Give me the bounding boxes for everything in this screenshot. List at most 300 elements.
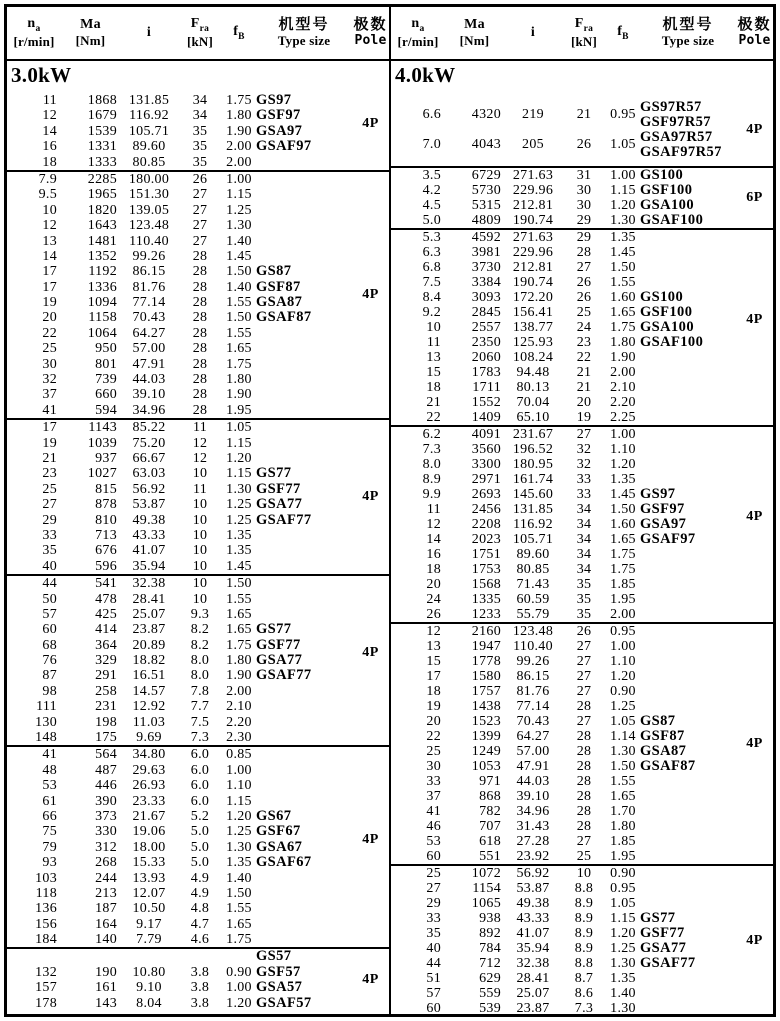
- type-size-label: GSAF100: [640, 212, 704, 228]
- table-cell: 231.67: [512, 427, 554, 442]
- table-cell: 11: [42, 93, 57, 108]
- table-cell: 116.92: [129, 108, 169, 124]
- table-cell: 23: [576, 335, 592, 350]
- table-cell: 61: [42, 793, 57, 809]
- header-i: [504, 25, 562, 41]
- table-cell: 6.6: [422, 107, 441, 122]
- type-size-label: GSF57: [256, 963, 301, 980]
- table-cell: 7.79: [136, 932, 162, 948]
- table-cell: 41: [426, 804, 441, 819]
- type-size-label: GSAF100: [640, 334, 704, 350]
- table-cell: 19: [42, 435, 57, 451]
- table-cell: 19: [42, 295, 57, 311]
- table-cell: 1.25: [226, 497, 252, 513]
- table-cell: 1947: [471, 639, 501, 654]
- type-size-label: GSF77: [256, 480, 301, 497]
- table-cell: 27: [42, 497, 57, 513]
- table-cell: 53: [42, 778, 57, 794]
- table-cell: 35: [576, 592, 592, 607]
- table-cell: 57.00: [516, 744, 550, 759]
- table-cell: 28: [576, 744, 592, 759]
- table-cell: 57: [426, 986, 441, 1001]
- table-cell: 6.2: [422, 427, 441, 442]
- table-cell: 47.91: [516, 759, 550, 774]
- table-cell: 8.9: [574, 941, 594, 956]
- table-cell: 18: [426, 562, 441, 577]
- table-cell: 1331: [87, 139, 117, 155]
- table-cell: 87: [42, 668, 57, 684]
- header-pole-symbol: 极数: [737, 16, 772, 33]
- table-cell: 425: [95, 606, 117, 622]
- table-cell: 9.2: [422, 305, 441, 320]
- table-cell: 28.41: [516, 971, 550, 986]
- type-size-label: GSF100: [640, 304, 693, 320]
- table-cell: 1.85: [610, 834, 636, 849]
- header-fra: [178, 16, 222, 50]
- table-cell: 28: [192, 402, 208, 418]
- table-cell: 66: [42, 808, 57, 824]
- table-cell: 20.89: [132, 637, 166, 653]
- table-cell: 53.87: [132, 497, 166, 513]
- table-cell: 13: [426, 639, 441, 654]
- type-size-label: GSAF77: [256, 511, 312, 528]
- table-cell: 1.25: [610, 941, 636, 956]
- table-cell: 35: [576, 607, 592, 622]
- table-cell: 60: [42, 622, 57, 638]
- table-cell: 10: [192, 591, 208, 607]
- header-pole-unit: Pole: [354, 33, 387, 49]
- table-cell: 229.96: [512, 245, 554, 260]
- type-size-label: GS67: [256, 807, 292, 824]
- table-cell: 1.50: [610, 502, 636, 517]
- table-cell: 34: [192, 108, 208, 124]
- table-cell: 12.92: [132, 699, 166, 715]
- type-size-label: GSF67: [256, 823, 301, 840]
- table-cell: 24: [576, 320, 592, 335]
- table-cell: 111: [36, 699, 57, 715]
- table-cell: 1.25: [226, 202, 252, 218]
- table-cell: 1523: [471, 714, 501, 729]
- table-cell: 1.65: [226, 622, 252, 638]
- header-fb: [606, 24, 640, 43]
- table-cell: 31: [576, 168, 592, 183]
- header-ma-unit: [Nm]: [75, 32, 106, 48]
- table-cell: 29.63: [132, 762, 166, 778]
- table-cell: 70.43: [132, 310, 166, 326]
- table-cell: 34: [576, 532, 592, 547]
- table-cell: 19: [576, 410, 592, 425]
- table-cell: 44: [42, 576, 57, 592]
- table-cell: 212.81: [512, 198, 554, 213]
- table-cell: 24: [426, 592, 441, 607]
- table-cell: 65.10: [516, 410, 550, 425]
- table-cell: 28: [192, 341, 208, 357]
- table-cell: 258: [95, 683, 117, 699]
- pole-label: 4P: [746, 312, 763, 327]
- table-cell: 27.28: [516, 834, 550, 849]
- table-cell: 63.03: [132, 466, 166, 482]
- table-cell: 868: [479, 789, 501, 804]
- table-cell: 27: [576, 654, 592, 669]
- type-size-label: GSA87: [640, 743, 687, 759]
- table-cell: 2.10: [610, 380, 636, 395]
- table-cell: 219: [522, 107, 544, 122]
- pole-label: 4P: [362, 115, 379, 131]
- table-cell: 1027: [87, 466, 117, 482]
- table-cell: 39.10: [132, 387, 166, 403]
- table-cell: 64.27: [132, 325, 166, 341]
- table-cell: 21: [576, 365, 592, 380]
- spec-block: [391, 228, 773, 425]
- table-cell: 2845: [471, 305, 501, 320]
- table-cell: 229.96: [512, 183, 554, 198]
- type-size-label: GSAF97: [256, 138, 312, 155]
- table-cell: 390: [95, 793, 117, 809]
- table-cell: 1.50: [226, 310, 252, 326]
- table-cell: 66.67: [132, 450, 166, 466]
- table-cell: 27: [426, 881, 441, 896]
- table-cell: 8.4: [422, 290, 441, 305]
- type-size-label: GSA97R57: [640, 129, 713, 145]
- table-cell: 1753: [471, 562, 501, 577]
- table-cell: 1.50: [610, 260, 636, 275]
- table-cell: 56.92: [516, 866, 550, 881]
- type-size-label: GS87: [256, 263, 292, 280]
- spec-block: [7, 93, 389, 170]
- table-cell: 33: [576, 487, 592, 502]
- table-cell: 1065: [471, 896, 501, 911]
- table-cell: 190.74: [512, 213, 554, 228]
- table-cell: 2.20: [226, 714, 252, 730]
- table-cell: 660: [95, 387, 117, 403]
- table-cell: 1778: [471, 654, 501, 669]
- table-cell: 707: [479, 819, 501, 834]
- table-cell: 80.85: [132, 154, 166, 170]
- table-cell: 1.20: [226, 450, 252, 466]
- table-cell: 70.04: [516, 395, 550, 410]
- table-cell: 1.00: [226, 171, 252, 187]
- table-cell: 3981: [471, 245, 501, 260]
- table-cell: 20: [426, 714, 441, 729]
- table-cell: 187: [95, 901, 117, 917]
- table-cell: 10: [192, 512, 208, 528]
- table-cell: 596: [95, 558, 117, 574]
- header-na-symbol: $n_a$: [27, 16, 41, 34]
- type-size-list: [256, 949, 352, 1011]
- type-size-label: GS57: [256, 948, 292, 965]
- table-cell: 32: [576, 442, 592, 457]
- header-na: [391, 16, 445, 50]
- table-cell: 18: [426, 380, 441, 395]
- table-cell: 89.60: [516, 547, 550, 562]
- table-cell: 1.55: [610, 275, 636, 290]
- table-cell: 2.25: [610, 410, 636, 425]
- table-cell: 8.04: [136, 995, 162, 1011]
- type-size-label: GSA57: [256, 979, 303, 996]
- table-cell: 3730: [471, 260, 501, 275]
- table-cell: 1.00: [610, 168, 636, 183]
- table-cell: 25: [426, 744, 441, 759]
- spec-block: [391, 425, 773, 622]
- table-cell: 330: [95, 824, 117, 840]
- table-cell: 1.10: [226, 778, 252, 794]
- table-cell: 198: [95, 714, 117, 730]
- table-cell: 123.48: [128, 218, 170, 234]
- table-cell: 85.22: [132, 420, 166, 436]
- table-cell: 86.15: [132, 264, 166, 280]
- table-cell: 3300: [471, 457, 501, 472]
- table-cell: 30: [576, 183, 592, 198]
- table-cell: 35: [192, 154, 208, 170]
- table-cell: 1.60: [610, 517, 636, 532]
- header-type-symbol: 机型号: [278, 16, 330, 33]
- table-cell: 29: [576, 213, 592, 228]
- table-cell: 70.43: [516, 714, 550, 729]
- table-cell: 116.92: [513, 517, 553, 532]
- table-cell: 1.20: [226, 995, 252, 1011]
- table-cell: 1.00: [610, 639, 636, 654]
- type-size-list: [640, 911, 736, 971]
- table-cell: 51: [426, 971, 441, 986]
- table-cell: 1.35: [610, 472, 636, 487]
- table-cell: 3093: [471, 290, 501, 305]
- pole-label: 4P: [362, 831, 379, 847]
- header-type-symbol: 机型号: [662, 16, 714, 33]
- table-cell: 28: [576, 699, 592, 714]
- table-cell: 1.80: [610, 335, 636, 350]
- table-cell: 6.0: [190, 778, 210, 794]
- table-cell: 64.27: [516, 729, 550, 744]
- table-cell: 1.95: [610, 592, 636, 607]
- table-cell: 1.30: [226, 481, 252, 497]
- table-cell: 35.94: [516, 941, 550, 956]
- table-cell: 1.35: [226, 543, 252, 559]
- table-cell: 164: [95, 916, 117, 932]
- table-cell: 1336: [87, 279, 117, 295]
- table-cell: 1.45: [610, 245, 636, 260]
- type-size-label: GSA77: [640, 940, 687, 956]
- table-cell: 0.90: [610, 684, 636, 699]
- table-cell: 815: [95, 481, 117, 497]
- type-size-label: GSAF57: [256, 994, 312, 1011]
- type-size-label: GSA67: [256, 838, 303, 855]
- table-cell: 2.00: [226, 683, 252, 699]
- table-cell: 23.87: [516, 1001, 550, 1014]
- table-cell: 178: [35, 995, 57, 1011]
- table-cell: 2557: [471, 320, 501, 335]
- table-cell: 8.9: [574, 896, 594, 911]
- table-cell: 7.7: [190, 699, 210, 715]
- type-size-label: GSA77: [256, 652, 303, 669]
- type-size-label: GS100: [640, 167, 684, 183]
- pole-label: 4P: [362, 489, 379, 505]
- table-cell: 3.8: [190, 995, 210, 1011]
- table-cell: 25.07: [516, 986, 550, 1001]
- table-cell: 50: [42, 591, 57, 607]
- table-cell: 1.75: [610, 547, 636, 562]
- header-fb-symbol: $f_B$: [617, 23, 629, 42]
- table-cell: 29: [42, 512, 57, 528]
- table-cell: 26: [426, 607, 441, 622]
- table-cell: 1.10: [610, 442, 636, 457]
- table-cell: 1399: [471, 729, 501, 744]
- table-cell: 1143: [88, 420, 117, 436]
- header-pole-unit: Pole: [738, 33, 771, 49]
- table-cell: 172.20: [512, 290, 554, 305]
- table-cell: 1.75: [226, 932, 252, 948]
- table-cell: 1158: [88, 310, 117, 326]
- table-cell: 28: [192, 279, 208, 295]
- table-cell: 18.00: [132, 839, 166, 855]
- table-cell: 10.50: [132, 901, 166, 917]
- table-cell: [222, 949, 256, 964]
- table-cell: 1.80: [226, 372, 252, 388]
- table-cell: 30: [426, 759, 441, 774]
- table-cell: 103: [35, 870, 57, 886]
- table-cell: 23.92: [516, 849, 550, 864]
- table-cell: 1.90: [226, 387, 252, 403]
- table-cell: 20: [576, 395, 592, 410]
- table-cell: 5315: [471, 198, 501, 213]
- type-size-label: GSAF87: [256, 309, 312, 326]
- table-cell: 57: [42, 606, 57, 622]
- table-cell: 80.85: [516, 562, 550, 577]
- table-cell: 34: [576, 517, 592, 532]
- table-cell: 40: [426, 941, 441, 956]
- table-cell: 28: [576, 729, 592, 744]
- type-size-list: [256, 809, 352, 871]
- table-cell: 77.14: [132, 295, 166, 311]
- table-cell: 35: [192, 123, 208, 139]
- table-cell: 2.00: [610, 365, 636, 380]
- table-cell: 34: [576, 547, 592, 562]
- table-cell: 40: [42, 558, 57, 574]
- table-cell: 28.41: [132, 591, 166, 607]
- table-cell: 892: [479, 926, 501, 941]
- table-cell: 6.8: [422, 260, 441, 275]
- type-size-label: GSF97R57: [640, 114, 711, 130]
- table-cell: 35: [576, 577, 592, 592]
- header-na-unit: [r/min]: [397, 33, 439, 49]
- header-type: [640, 17, 736, 49]
- table-cell: 1.20: [610, 926, 636, 941]
- table-cell: 12: [42, 108, 57, 124]
- type-size-label: GSA100: [640, 319, 694, 335]
- table-cell: 1.15: [610, 911, 636, 926]
- table-cell: 33: [576, 472, 592, 487]
- type-size-label: GSF100: [640, 182, 693, 198]
- blocks-4kw: [391, 93, 773, 1014]
- table-cell: 25: [42, 341, 57, 357]
- table-cell: 231: [95, 699, 117, 715]
- table-cell: 131.85: [512, 502, 554, 517]
- table-cell: 23.87: [132, 622, 166, 638]
- table-cell: 12: [192, 450, 208, 466]
- table-cell: 7.9: [38, 171, 57, 187]
- type-size-label: GS100: [640, 289, 684, 305]
- table-cell: 6.3: [422, 245, 441, 260]
- table-cell: 31.43: [516, 819, 550, 834]
- table-cell: 1335: [471, 592, 501, 607]
- table-cell: 10.80: [132, 964, 166, 980]
- table-cell: 22: [426, 729, 441, 744]
- table-cell: 271.63: [512, 168, 554, 183]
- table-cell: 17: [42, 264, 57, 280]
- table-cell: 17: [42, 420, 57, 436]
- table-cell: 136: [35, 901, 57, 917]
- table-cell: 4.9: [190, 885, 210, 901]
- table-cell: 145.60: [512, 487, 554, 502]
- table-cell: 1.00: [226, 762, 252, 778]
- table-cell: 1094: [87, 295, 117, 311]
- table-cell: 1.50: [226, 264, 252, 280]
- table-cell: 212.81: [512, 260, 554, 275]
- table-cell: 1.05: [610, 714, 636, 729]
- table-cell: 1539: [87, 123, 117, 139]
- table-cell: 2.10: [226, 699, 252, 715]
- table-cell: 140: [95, 932, 117, 948]
- table-cell: 1039: [87, 435, 117, 451]
- table-cell: 564: [95, 747, 117, 763]
- table-cell: 138.77: [512, 320, 554, 335]
- table-cell: 108.24: [512, 350, 554, 365]
- table-cell: 4.2: [422, 183, 441, 198]
- type-size-label: GSA100: [640, 197, 694, 213]
- table-cell: 8.0: [190, 668, 210, 684]
- type-size-label: GSF87: [640, 728, 685, 744]
- table-cell: 15: [426, 365, 441, 380]
- table-cell: 26: [192, 171, 208, 187]
- table-cell: 12: [42, 218, 57, 234]
- table-cell: 28: [576, 804, 592, 819]
- type-size-label: GS87: [640, 713, 676, 729]
- table-cell: 3.8: [190, 980, 210, 996]
- table-cell: [120, 949, 178, 964]
- table-cell: 559: [479, 986, 501, 1001]
- table-cell: 1.65: [610, 532, 636, 547]
- table-cell: 68: [42, 637, 57, 653]
- header-ma-symbol: Ma: [80, 17, 101, 33]
- pole-label: 4P: [746, 122, 763, 137]
- table-cell: 4.5: [422, 198, 441, 213]
- table-cell: 47.91: [132, 356, 166, 372]
- table-cell: 1.90: [610, 350, 636, 365]
- table-cell: 1.25: [226, 512, 252, 528]
- table-cell: 2.00: [226, 154, 252, 170]
- table-cell: 12: [426, 517, 441, 532]
- table-cell: 1.75: [226, 93, 252, 108]
- section-title-3kw: 3.0kW: [11, 63, 72, 87]
- table-cell: 13: [426, 350, 441, 365]
- table-cell: 132: [35, 964, 57, 980]
- spec-block: [391, 864, 773, 1014]
- spec-block: [391, 622, 773, 864]
- table-cell: 37: [426, 789, 441, 804]
- table-cell: 29: [576, 230, 592, 245]
- table-cell: 1.05: [610, 137, 636, 152]
- table-cell: 161.74: [512, 472, 554, 487]
- table-cell: 1481: [87, 233, 117, 249]
- header-i-symbol: i: [146, 24, 152, 40]
- table-cell: 4091: [471, 427, 501, 442]
- table-cell: 2350: [471, 335, 501, 350]
- table-cell: 19.06: [132, 824, 166, 840]
- table-cell: 46: [426, 819, 441, 834]
- table-cell: 71.43: [516, 577, 550, 592]
- table-cell: 3384: [471, 275, 501, 290]
- table-cell: 810: [95, 512, 117, 528]
- table-cell: 1783: [471, 365, 501, 380]
